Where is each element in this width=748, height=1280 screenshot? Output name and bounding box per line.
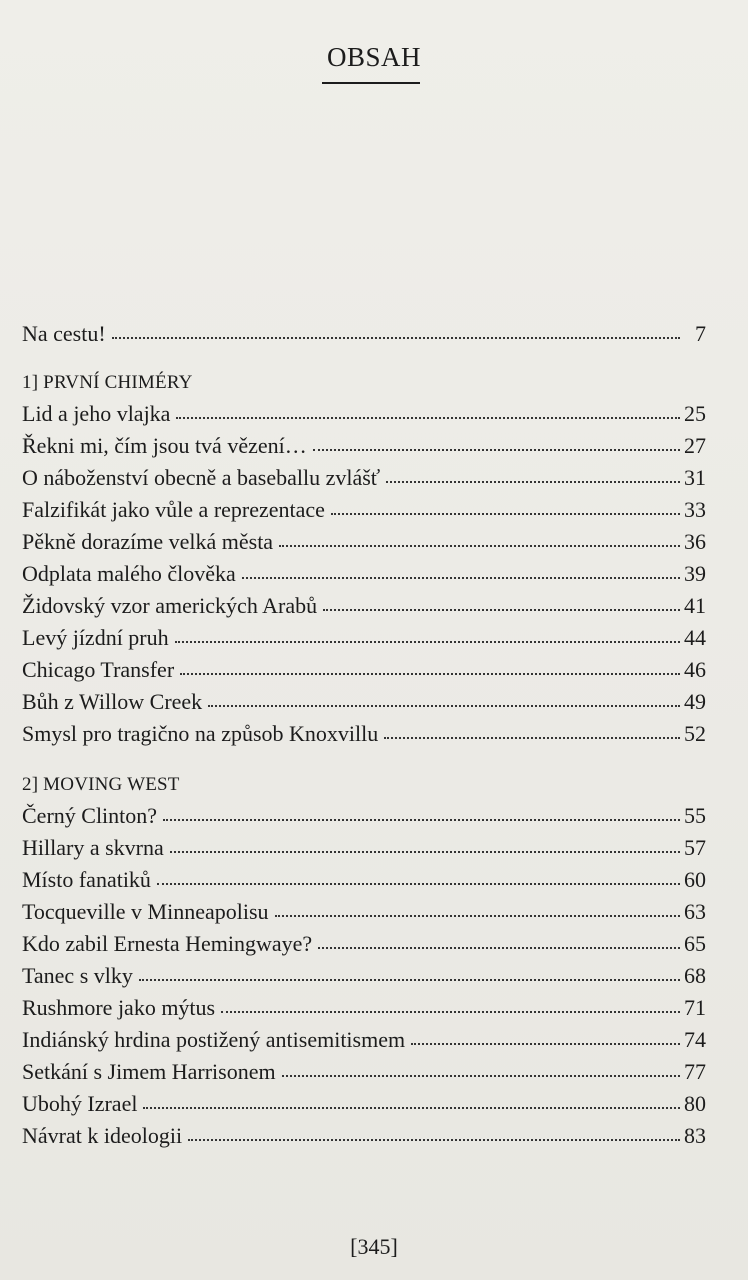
page-number: [345] — [350, 1234, 398, 1259]
entry-title: Levý jízdní pruh — [22, 625, 169, 650]
entry-title: Černý Clinton? — [22, 803, 158, 828]
entry-title: Rushmore jako mýtus — [22, 995, 216, 1020]
entry-page: 7 — [695, 321, 706, 346]
entry-page: 33 — [684, 497, 706, 522]
toc-entry — [22, 430, 706, 462]
toc-entry — [22, 558, 706, 590]
dot-leader — [411, 1037, 680, 1045]
entry-title: Smysl pro tragično na způsob Knoxvillu — [22, 721, 379, 746]
dot-leader — [275, 909, 680, 917]
dot-leader — [163, 813, 680, 821]
dot-leader — [318, 941, 680, 949]
toc-entry — [22, 590, 706, 622]
entry-title: Místo fanatiků — [22, 867, 151, 892]
table-of-contents — [22, 318, 706, 1152]
entry-page: 46 — [684, 657, 706, 682]
entry-page: 65 — [684, 931, 706, 956]
entry-title: Setkání s Jimem Harrisonem — [22, 1059, 276, 1084]
toc-entry — [22, 928, 706, 960]
toc-entry — [22, 992, 706, 1024]
entry-page: 60 — [684, 867, 706, 892]
toc-entry — [22, 896, 706, 928]
entry-page: 44 — [684, 625, 706, 650]
dot-leader — [282, 1069, 680, 1077]
entry-title: Na cestu! — [22, 321, 106, 346]
entry-title: Hillary a skvrna — [22, 835, 164, 860]
dot-leader — [170, 845, 680, 853]
toc-entry — [22, 654, 706, 686]
dot-leader — [188, 1133, 680, 1141]
toc-entry — [22, 1024, 706, 1056]
dot-leader — [139, 973, 680, 981]
entry-page: 83 — [684, 1123, 706, 1148]
entry-page: 74 — [684, 1027, 706, 1052]
entry-page: 71 — [684, 995, 706, 1020]
entry-title: Návrat k ideologii — [22, 1123, 183, 1148]
section-heading: 1] PRVNÍ CHIMÉRY — [22, 372, 193, 393]
dot-leader — [323, 603, 680, 611]
entry-title: Pěkně dorazíme velká města — [22, 529, 274, 554]
entry-page: 57 — [684, 835, 706, 860]
dot-leader — [384, 731, 680, 739]
toc-entry-intro — [22, 318, 706, 350]
toc-entry — [22, 1120, 706, 1152]
entry-page: 77 — [684, 1059, 706, 1084]
dot-leader — [279, 539, 680, 547]
page-title: OBSAH — [326, 42, 422, 72]
entry-title: Chicago Transfer — [22, 657, 175, 682]
toc-entry — [22, 1056, 706, 1088]
toc-entry — [22, 622, 706, 654]
entry-title: Falzifikát jako vůle a reprezentace — [22, 497, 325, 522]
entry-title: Lid a jeho vlajka — [22, 401, 171, 426]
entry-page: 27 — [684, 433, 706, 458]
entry-page: 36 — [684, 529, 706, 554]
entry-title: Indiánský hrdina postižený antisemitismem — [22, 1027, 406, 1052]
toc-entry — [22, 494, 706, 526]
entry-title: Tocqueville v Minneapolisu — [22, 899, 269, 924]
entry-page: 41 — [684, 593, 706, 618]
title-underline — [322, 82, 420, 84]
entry-title: Tanec s vlky — [22, 963, 133, 988]
toc-entry — [22, 960, 706, 992]
entry-page: 25 — [684, 401, 706, 426]
dot-leader — [175, 635, 680, 643]
entry-page: 49 — [684, 689, 706, 714]
entry-title: Řekni mi, čím jsou tvá vězení… — [22, 433, 307, 458]
entry-title: Kdo zabil Ernesta Hemingwaye? — [22, 931, 313, 956]
dot-leader — [180, 667, 680, 675]
toc-entry — [22, 686, 706, 718]
dot-leader — [242, 571, 680, 579]
toc-entry — [22, 832, 706, 864]
toc-entry — [22, 864, 706, 896]
dot-leader — [176, 411, 680, 419]
dot-leader — [112, 331, 680, 339]
dot-leader — [331, 507, 680, 515]
entry-page: 55 — [684, 803, 706, 828]
entry-page: 39 — [684, 561, 706, 586]
toc-entry — [22, 718, 706, 750]
entry-title: Bůh z Willow Creek — [22, 689, 203, 714]
dot-leader — [313, 443, 680, 451]
entry-page: 52 — [684, 721, 706, 746]
toc-entry — [22, 398, 706, 430]
entry-page: 68 — [684, 963, 706, 988]
entry-title: Ubohý Izrael — [22, 1091, 138, 1116]
entry-page: 80 — [684, 1091, 706, 1116]
dot-leader — [386, 475, 680, 483]
toc-entry — [22, 800, 706, 832]
entry-title: Odplata malého člověka — [22, 561, 236, 586]
toc-entry — [22, 1088, 706, 1120]
dot-leader — [143, 1101, 680, 1109]
entry-title: O náboženství obecně a baseballu zvlášť — [22, 465, 381, 490]
toc-entry — [22, 526, 706, 558]
dot-leader — [157, 877, 680, 885]
section-heading: 2] MOVING WEST — [22, 774, 180, 795]
entry-page: 63 — [684, 899, 706, 924]
entry-page: 31 — [684, 465, 706, 490]
dot-leader — [221, 1005, 680, 1013]
dot-leader — [208, 699, 680, 707]
entry-title: Židovský vzor amerických Arabů — [22, 593, 318, 618]
toc-entry — [22, 462, 706, 494]
